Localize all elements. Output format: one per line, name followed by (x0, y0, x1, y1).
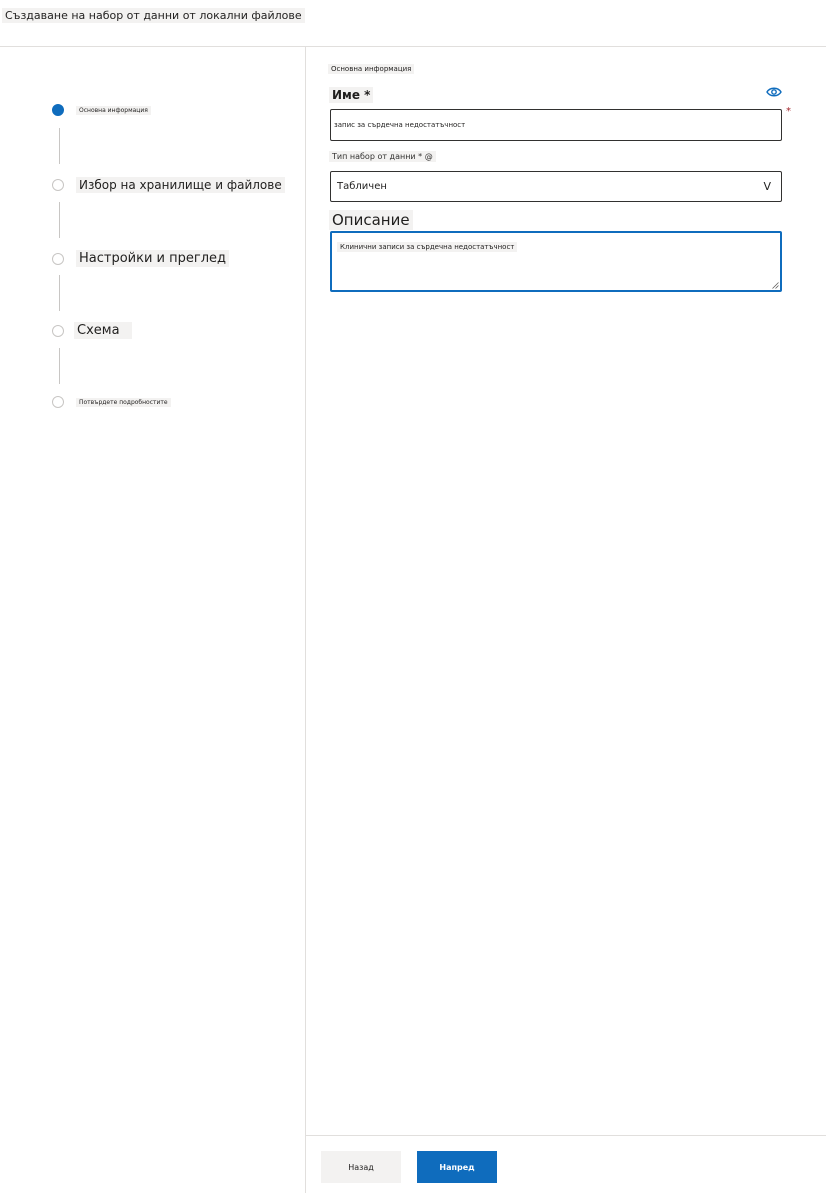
dataset-type-label: Тип набор от данни * @ (329, 151, 436, 162)
step-connector (59, 348, 60, 384)
name-input[interactable] (330, 109, 782, 141)
dataset-type-value: Табличен (337, 181, 387, 192)
step-connector (59, 202, 60, 238)
eye-icon[interactable] (766, 86, 782, 98)
required-marker: * (786, 106, 791, 117)
step-label: Настройки и преглед (76, 250, 229, 267)
step-basic-info[interactable] (52, 104, 151, 116)
step-indicator-active (52, 104, 64, 116)
step-label: Основна информация (76, 106, 151, 115)
step-indicator (52, 179, 64, 191)
step-indicator (52, 396, 64, 408)
step-indicator (52, 325, 64, 337)
resize-handle-icon[interactable] (772, 282, 779, 289)
step-label: Избор на хранилище и файлове (76, 177, 285, 193)
section-title: Основна информация (328, 64, 414, 74)
step-label: Потвърдете подробностите (76, 398, 171, 407)
page-title: Създаване на набор от данни от локални файлове (2, 8, 305, 23)
back-button[interactable]: Назад (321, 1151, 401, 1183)
description-textarea[interactable] (330, 231, 782, 292)
header (0, 0, 826, 47)
chevron-down-icon: V (763, 180, 771, 193)
description-label: Описание (329, 210, 413, 230)
step-storage-files[interactable] (52, 177, 285, 193)
step-schema[interactable] (52, 322, 132, 339)
pane-divider (305, 47, 306, 1193)
dataset-type-dropdown[interactable] (330, 171, 782, 202)
name-label: Име * (329, 87, 373, 103)
step-confirm-details[interactable] (52, 396, 171, 408)
step-connector (59, 275, 60, 311)
description-value: Клинични записи за сърдечна недостатъчност (337, 242, 517, 252)
step-connector (59, 128, 60, 164)
name-input-value: запис за сърдечна недостатъчност (334, 121, 466, 129)
next-button[interactable]: Напред (417, 1151, 497, 1183)
step-settings-preview[interactable] (52, 250, 229, 267)
step-label: Схема (74, 322, 132, 339)
step-indicator (52, 253, 64, 265)
